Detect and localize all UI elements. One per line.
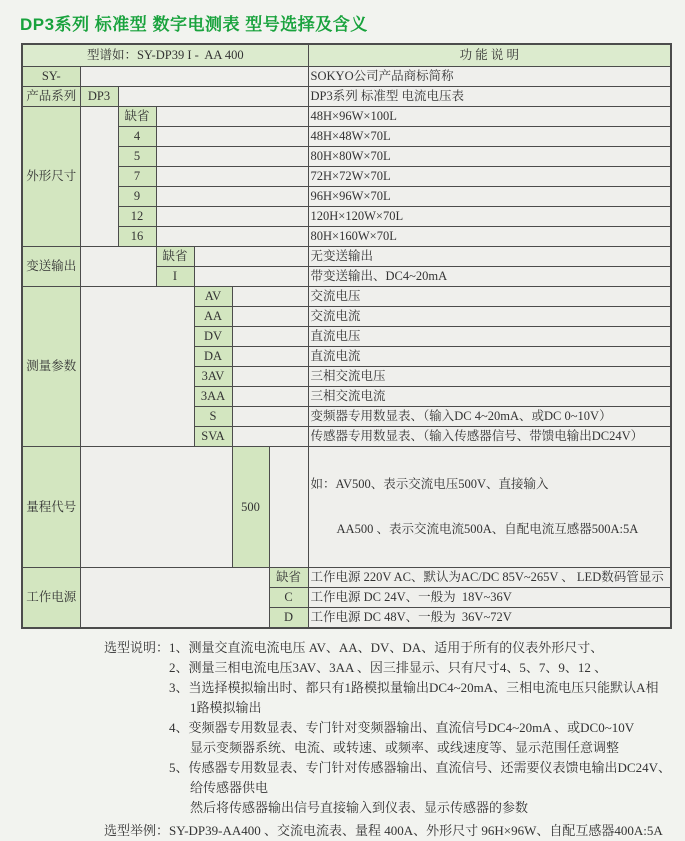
size-code-cell: 5 — [118, 147, 156, 167]
transmit-row — [22, 247, 671, 267]
size-label-cell: 外形尺寸 — [22, 107, 80, 247]
blank-cell — [232, 367, 308, 387]
size-desc-cell: 80H×160W×70L — [308, 227, 671, 247]
note-line: 3、当选择模拟输出时、都只有1路模拟量输出DC4~20mA、三相电流电压只能默认A相 — [169, 680, 659, 695]
blank-cell — [80, 447, 232, 568]
size-desc-cell: 72H×72W×70L — [308, 167, 671, 187]
size-row — [22, 187, 671, 207]
blank-cell — [80, 67, 308, 87]
size-desc-cell: 48H×96W×100L — [308, 107, 671, 127]
size-row — [22, 107, 671, 127]
power-desc-cell: 工作电源 DC 24V、一般为 18V~36V — [308, 588, 671, 608]
blank-cell — [232, 407, 308, 427]
measure-desc-cell: 三相交流电压 — [308, 367, 671, 387]
power-row — [22, 568, 671, 588]
blank-cell — [80, 568, 269, 629]
size-code-cell: 12 — [118, 207, 156, 227]
size-row — [22, 227, 671, 247]
measure-code-cell: AA — [194, 307, 232, 327]
measure-desc-cell: 直流电压 — [308, 327, 671, 347]
size-row — [22, 207, 671, 227]
blank-cell — [156, 167, 308, 187]
size-code-cell: 9 — [118, 187, 156, 207]
spec-header-cell: 型谱如：SY-DP39 I - AA 400 — [22, 44, 308, 67]
blank-cell — [269, 447, 308, 568]
series-row — [22, 87, 671, 107]
blank-cell — [80, 287, 194, 447]
blank-cell — [156, 107, 308, 127]
measure-code-cell: S — [194, 407, 232, 427]
series-label-cell: 产品系列 — [22, 87, 80, 107]
blank-cell — [156, 227, 308, 247]
measure-row — [22, 287, 671, 307]
note-line: 5、传感器专用数显表、专门针对传感器输出、直流信号、还需要仪表馈电输出DC24V、 — [169, 760, 671, 775]
transmit-desc-cell: 带变送输出、DC4~20mA — [308, 267, 671, 287]
measure-code-cell: SVA — [194, 427, 232, 447]
range-desc-cell — [308, 447, 671, 568]
example-text: SY-DP39-AA400 、交流电流表、量程 400A、外形尺寸 96H×96W、自配互感器400A:5A — [169, 823, 663, 838]
blank-cell — [232, 287, 308, 307]
note-line: 给传感器供电 — [190, 780, 269, 795]
blank-cell — [118, 87, 308, 107]
function-header-cell: 功 能 说 明 — [308, 44, 671, 67]
selection-notes — [104, 638, 685, 841]
blank-cell — [156, 147, 308, 167]
power-desc-cell: 工作电源 220V AC、默认为AC/DC 85V~265V 、 LED数码管显示 — [308, 568, 671, 588]
size-desc-cell: 80H×80W×70L — [308, 147, 671, 167]
example-block — [104, 821, 685, 841]
size-desc-cell: 48H×48W×70L — [308, 127, 671, 147]
size-code-cell: 4 — [118, 127, 156, 147]
measure-code-cell: DA — [194, 347, 232, 367]
transmit-code-cell: 缺省 — [156, 247, 194, 267]
note-line: 2、测量三相电流电压3AV、3AA 、因三排显示、只有尺寸4、5、7、9、12 、 — [169, 660, 608, 675]
blank-cell — [156, 207, 308, 227]
measure-code-cell: 3AA — [194, 387, 232, 407]
measure-desc-cell: 变频器专用数显表、（输入DC 4~20mA、或DC 0~10V） — [308, 407, 671, 427]
notes-block — [104, 638, 685, 818]
transmit-label-cell: 变送输出 — [22, 247, 80, 287]
blank-cell — [232, 307, 308, 327]
blank-cell — [232, 387, 308, 407]
note-line: 1路模拟输出 — [190, 700, 262, 715]
range-label-cell: 量程代号 — [22, 447, 80, 568]
blank-cell — [232, 327, 308, 347]
size-code-cell: 7 — [118, 167, 156, 187]
note-line: 4、变频器专用数显表、专门针对变频器输出、直流信号DC4~20mA 、或DC0~10V — [169, 720, 635, 735]
measure-code-cell: AV — [194, 287, 232, 307]
series-code-cell: DP3 — [80, 87, 118, 107]
size-desc-cell: 120H×120W×70L — [308, 207, 671, 227]
page-title: DP3系列 标准型 数字电测表 型号选择及含义 — [20, 15, 368, 34]
blank-cell — [194, 267, 308, 287]
range-code-cell: 500 — [232, 447, 269, 568]
blank-cell — [232, 427, 308, 447]
measure-desc-cell: 交流电流 — [308, 307, 671, 327]
measure-desc-cell: 传感器专用数显表、（输入传感器信号、带馈电输出DC24V） — [308, 427, 671, 447]
transmit-desc-cell: 无变送输出 — [308, 247, 671, 267]
example-label: 选型举例： — [104, 823, 170, 838]
size-desc-cell: 96H×96W×70L — [308, 187, 671, 207]
blank-cell — [156, 187, 308, 207]
blank-cell — [194, 247, 308, 267]
power-code-cell: 缺省 — [269, 568, 308, 588]
note-line: 然后将传感器输出信号直接输入到仪表、显示传感器的参数 — [190, 800, 529, 815]
table-header-row — [22, 44, 671, 67]
notes-label: 选型说明： — [104, 640, 170, 655]
measure-desc-cell: 三相交流电流 — [308, 387, 671, 407]
brand-desc-cell: SOKYO公司产品商标简称 — [308, 67, 671, 87]
size-code-cell: 缺省 — [118, 107, 156, 127]
measure-desc-cell: 直流电流 — [308, 347, 671, 367]
note-line: 显示变频器系统、电流、或转速、或频率、或线速度等、显示范围任意调整 — [190, 740, 620, 755]
model-selection-table — [21, 43, 672, 629]
size-row — [22, 167, 671, 187]
blank-cell — [156, 127, 308, 147]
blank-cell — [80, 247, 156, 287]
blank-cell — [232, 347, 308, 367]
brand-row — [22, 67, 671, 87]
power-label-cell: 工作电源 — [22, 568, 80, 629]
notes-lines — [169, 638, 685, 818]
transmit-code-cell: I — [156, 267, 194, 287]
range-desc-line1: 如：AV500、表示交流电压500V、直接输入 — [310, 477, 549, 491]
measure-label-cell: 测量参数 — [22, 287, 80, 447]
range-row — [22, 447, 671, 568]
blank-cell — [80, 107, 118, 247]
size-row — [22, 127, 671, 147]
series-desc-cell: DP3系列 标准型 电流电压表 — [308, 87, 671, 107]
brand-code-cell: SY- — [22, 67, 80, 87]
measure-code-cell: DV — [194, 327, 232, 347]
power-code-cell: D — [269, 608, 308, 629]
size-code-cell: 16 — [118, 227, 156, 247]
power-desc-cell: 工作电源 DC 48V、一般为 36V~72V — [308, 608, 671, 629]
power-code-cell: C — [269, 588, 308, 608]
size-row — [22, 147, 671, 167]
note-line: 1、测量交直流电流电压 AV、AA、DV、DA、适用于所有的仪表外形尺寸、 — [169, 640, 604, 655]
measure-desc-cell: 交流电压 — [308, 287, 671, 307]
measure-code-cell: 3AV — [194, 367, 232, 387]
range-desc-line2: AA500 、表示交流电流500A、自配电流互感器500A:5A — [336, 522, 639, 536]
